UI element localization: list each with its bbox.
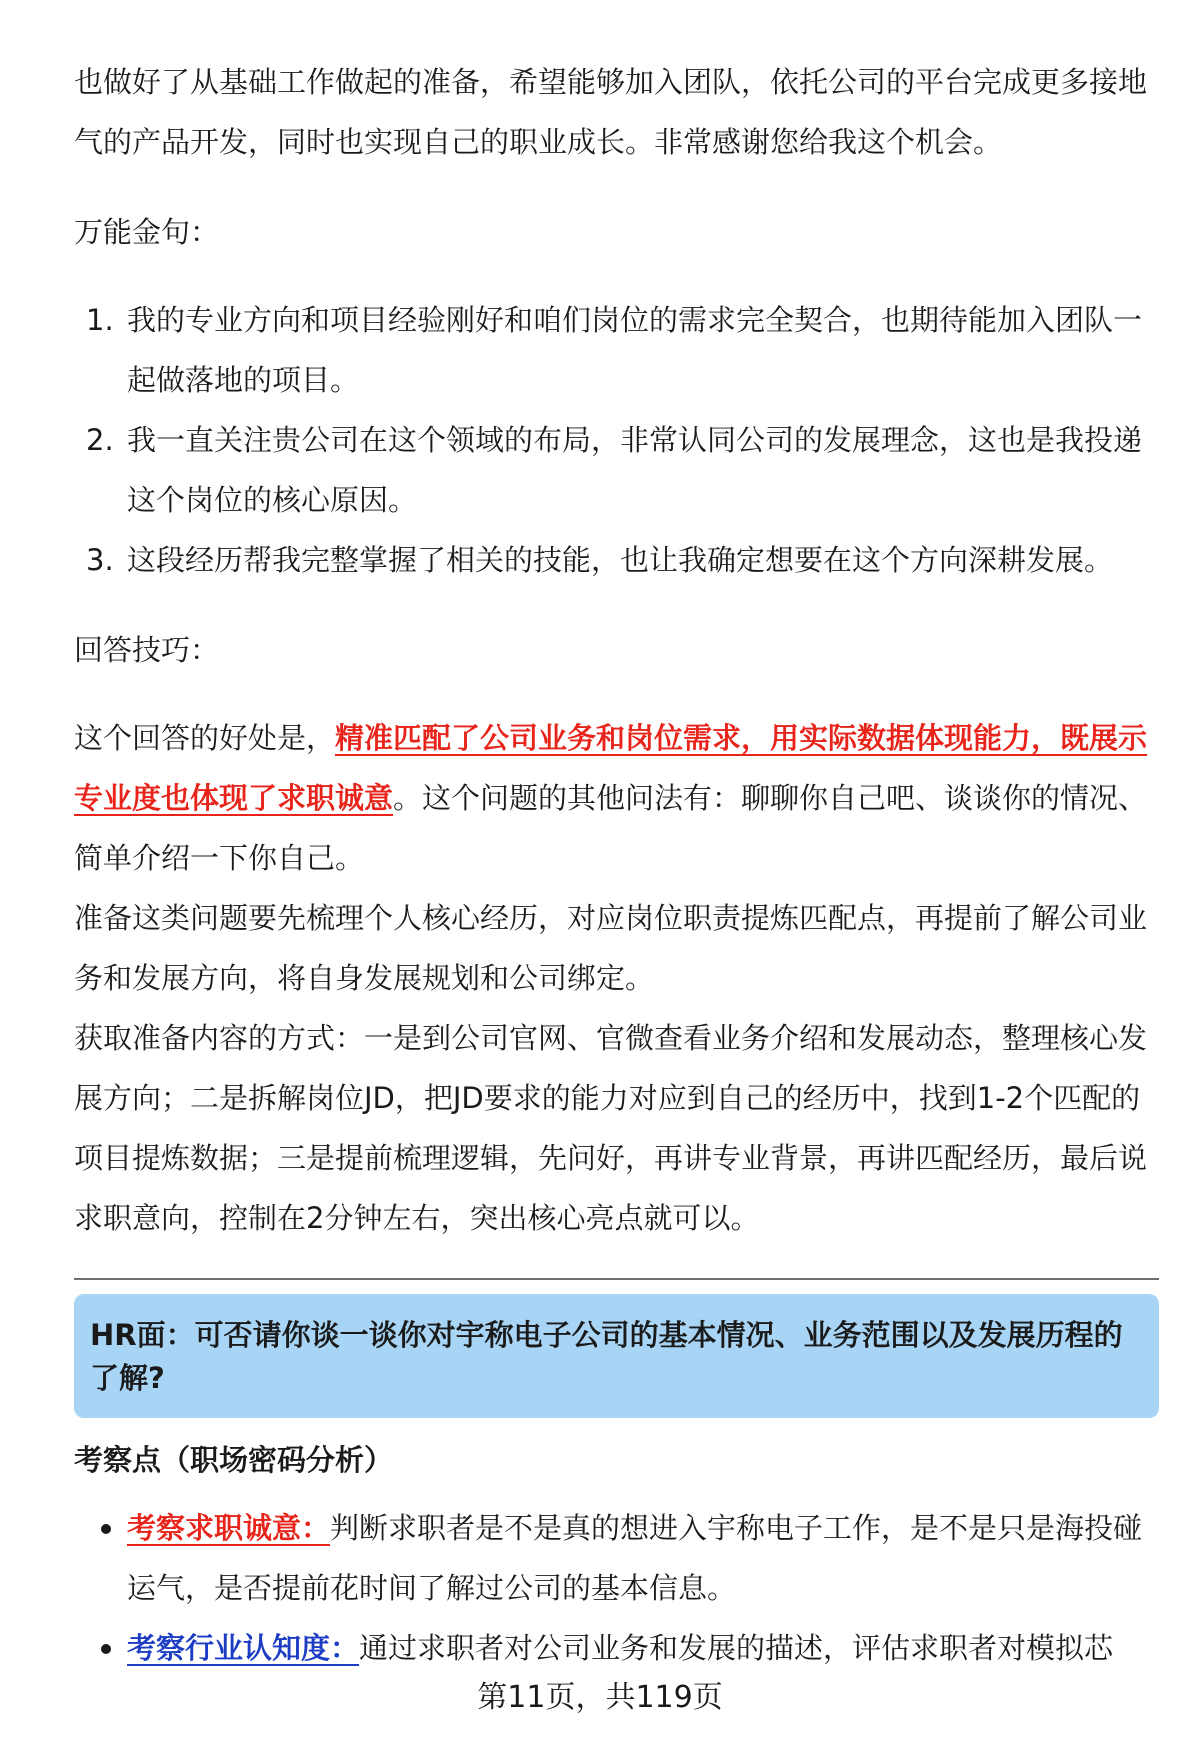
list-item xyxy=(74,530,1159,590)
list-number: 1. xyxy=(86,303,114,337)
point-text: 判断求职者是不是真的想进入宇称电子工作，是不是只是海投碰运气，是否提前花时间了解过公司的基本信息。 xyxy=(127,1511,1143,1605)
list-item xyxy=(74,410,1159,530)
tips-lead-text: 这个回答的好处是， xyxy=(74,721,336,755)
list-item-text: 这段经历帮我完整掌握了相关的技能，也让我确定想要在这个方向深耕发展。 xyxy=(127,543,1114,577)
page-number-footer: 第11页，共119页 xyxy=(477,1680,723,1715)
list-item xyxy=(74,1498,1159,1618)
list-item-text: 我的专业方向和项目经验刚好和咱们岗位的需求完全契合，也期待能加入团队一起做落地的项目。 xyxy=(127,303,1143,397)
golden-sentences-heading: 万能金句： xyxy=(74,215,220,249)
hr-question-box: HR面：可否请你谈一谈你对宇称电子公司的基本情况、业务范围以及发展历程的了解? xyxy=(74,1294,1159,1418)
preparation-paragraph: 准备这类问题要先梳理个人核心经历，对应岗位职责提炼匹配点，再提前了解公司业务和发展方向，将自身发展规划和公司绑定。 xyxy=(74,901,1148,995)
point-label-sincerity: 考察求职诚意： xyxy=(127,1511,331,1545)
methods-paragraph: 获取准备内容的方式：一是到公司官网、官微查看业务介绍和发展动态，整理核心发展方向；二是拆解岗位JD，把JD要求的能力对应到自己的经历中，找到1-2个匹配的项目提炼数据；三是提前梳理逻辑，先问好，再讲专业背景，再讲匹配经历，最后说求职意向，控制在2分钟左右，突出核心亮点就可以。 xyxy=(74,1021,1148,1235)
list-number: 2. xyxy=(86,423,114,457)
analysis-points-list xyxy=(74,1498,1159,1678)
tips-tail-text: 。这个问题的其他问法有：聊聊你自己吧、谈谈你的情况、简单介绍一下你自己。 xyxy=(74,781,1148,875)
list-item xyxy=(74,290,1159,410)
analysis-heading: 考察点（职场密码分析） xyxy=(74,1443,394,1477)
list-item xyxy=(74,1618,1159,1678)
bullet-icon xyxy=(101,1644,111,1654)
answer-tips-paragraph xyxy=(74,708,1159,888)
answer-tips-heading: 回答技巧： xyxy=(74,633,220,667)
list-number: 3. xyxy=(86,543,114,577)
tips-highlight-text: 精准匹配了公司业务和岗位需求，用实际数据体现能力，既展示专业度也体现了求职诚意 xyxy=(74,721,1148,815)
document-page xyxy=(74,52,1159,1678)
bullet-icon xyxy=(101,1524,111,1534)
section-divider xyxy=(74,1278,1159,1280)
list-item-text: 我一直关注贵公司在这个领域的布局，非常认同公司的发展理念，这也是我投递这个岗位的核心原因。 xyxy=(127,423,1143,517)
point-label-industry: 考察行业认知度： xyxy=(127,1631,360,1665)
golden-sentences-list xyxy=(74,290,1159,590)
intro-paragraph: 也做好了从基础工作做起的准备，希望能够加入团队，依托公司的平台完成更多接地气的产品开发，同时也实现自己的职业成长。非常感谢您给我这个机会。 xyxy=(74,65,1148,159)
point-text: 通过求职者对公司业务和发展的描述，评估求职者对模拟芯 xyxy=(359,1631,1114,1665)
